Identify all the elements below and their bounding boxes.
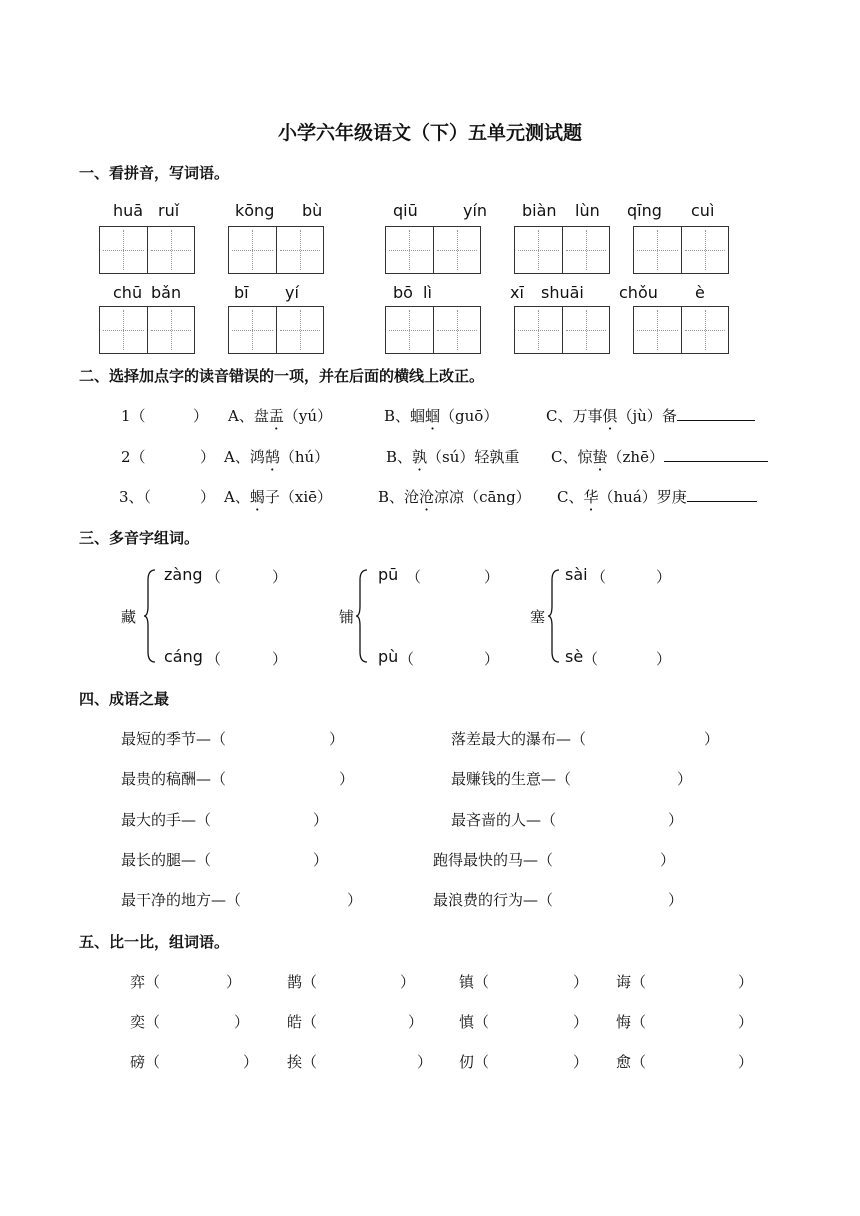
paren-close: ） [243,1053,259,1071]
paren-close: ） [234,1013,250,1031]
brace-icon [355,568,369,664]
paren-close: ） [484,650,500,668]
paren-close: ） [656,568,672,586]
idiom-prompt: 最赚钱的生意—（ [451,770,572,788]
paren-close: ） [313,851,329,869]
paren-close: ） [668,811,684,829]
page-title: 小学六年级语文（下）五单元测试题 [277,122,582,144]
paren-close: ） [484,568,500,586]
pinyin: cuì [691,201,715,220]
paren-open: （ [583,650,599,668]
section-4-heading: 四、成语之最 [79,690,170,708]
pinyin: bō [393,283,413,302]
writing-grid[interactable] [228,306,324,354]
paren-open: （ [206,650,222,668]
idiom-prompt: 最大的手—（ [121,811,212,829]
option-c: C、华（huá）罗庚 [557,486,757,507]
writing-grid[interactable] [633,226,729,274]
idiom-prompt: 最吝啬的人—（ [451,811,557,829]
paren-close: ） [408,1013,424,1031]
paren-close: ） [272,568,288,586]
pinyin: yín [463,201,488,220]
compare-char: 磅（ [130,1053,161,1071]
compare-char: 愈（ [616,1053,647,1071]
section-2-heading: 二、选择加点字的读音错误的一项，并在后面的横线上改正。 [79,367,485,385]
writing-grid[interactable] [385,306,481,354]
pinyin: cáng [164,647,203,666]
pinyin: bǎn [151,283,182,302]
pinyin: lùn [575,201,600,220]
compare-char: 挨（ [287,1053,318,1071]
polyphone-char: 藏 [121,608,137,626]
pinyin: è [695,283,705,302]
polyphone-char: 塞 [530,608,546,626]
option-a: A、鸿鹄（hú） [224,448,330,466]
idiom-prompt: 最贵的稿酬—（ [121,770,227,788]
pinyin: shuāi [541,283,584,302]
compare-char: 弈（ [130,973,161,991]
paren-close: ） [738,1053,754,1071]
writing-grid[interactable] [99,226,195,274]
brace-icon [547,568,561,664]
paren-open: （ [591,568,607,586]
section-3-heading: 三、多音字组词。 [79,529,200,547]
pinyin: qiū [393,201,418,220]
option-a: A、蝎子（xiē） [224,488,333,506]
pinyin: huā [113,201,144,220]
paren-close: ） [704,730,720,748]
compare-char: 镇（ [459,973,490,991]
paren-close: ） [738,973,754,991]
answer-line[interactable] [677,406,755,421]
option-c: C、惊蛰（zhē） [551,446,768,467]
paren-close: ） [226,973,242,991]
pinyin: ruǐ [158,201,180,220]
answer-line[interactable] [687,487,757,502]
question-number: 1（ [121,407,146,425]
pinyin: sài [565,565,588,584]
idiom-prompt: 跑得最快的马—（ [433,851,554,869]
option-b: B、沧沧凉凉（cāng） [378,488,531,506]
pinyin: kōng [235,201,275,220]
paren-close: ） [660,851,676,869]
writing-grid[interactable] [385,226,481,274]
compare-char: 仞（ [459,1053,490,1071]
pinyin: yí [285,283,299,302]
option-b: B、蝈蝈（guō） [384,407,499,425]
pinyin: bī [234,283,249,302]
paren-close: ） [193,407,209,425]
idiom-prompt: 最短的季节—（ [121,730,227,748]
pinyin: chū [113,283,143,302]
compare-char: 悔（ [616,1013,647,1031]
pinyin: xī [510,283,524,302]
paren-close: ） [400,973,416,991]
pinyin: pù [378,647,399,666]
polyphone-char: 铺 [339,608,355,626]
idiom-prompt: 最长的腿—（ [121,851,212,869]
pinyin: chǒu [619,283,658,302]
idiom-prompt: 最浪费的行为—（ [433,891,554,909]
section-5-heading: 五、比一比，组词语。 [79,933,230,951]
paren-close: ） [329,730,345,748]
answer-line[interactable] [664,447,768,462]
pinyin: lì [423,283,432,302]
compare-char: 诲（ [616,973,647,991]
writing-grid[interactable] [228,226,324,274]
paren-close: ） [573,1053,589,1071]
pinyin: bù [302,201,323,220]
paren-open: （ [206,568,222,586]
section-1-heading: 一、看拼音，写词语。 [79,164,230,182]
question-number: 2（ [121,448,146,466]
paren-close: ） [677,770,693,788]
paren-close: ） [573,973,589,991]
paren-open: （ [399,650,415,668]
pinyin: pū [378,565,399,584]
compare-char: 鹊（ [287,973,318,991]
writing-grid[interactable] [514,226,610,274]
paren-close: ） [200,448,216,466]
paren-close: ） [656,650,672,668]
paren-close: ） [272,650,288,668]
paren-close: ） [738,1013,754,1031]
idiom-prompt: 最干净的地方—（ [121,891,242,909]
writing-grid[interactable] [514,306,610,354]
compare-char: 皓（ [287,1013,318,1031]
compare-char: 奕（ [130,1013,161,1031]
pinyin: sè [565,647,584,666]
question-number: 3、（ [119,488,152,506]
paren-close: ） [339,770,355,788]
paren-close: ） [347,891,363,909]
paren-close: ） [313,811,329,829]
paren-open: （ [406,568,422,586]
compare-char: 慎（ [459,1013,490,1031]
paren-close: ） [417,1053,433,1071]
pinyin: biàn [522,201,557,220]
paren-close: ） [668,891,684,909]
option-b: B、孰（sú）轻孰重 [386,448,520,466]
paren-close: ） [200,488,216,506]
brace-icon [143,568,157,664]
option-c: C、万事俱（jù）备 [546,405,755,426]
pinyin: zàng [164,565,203,584]
writing-grid[interactable] [633,306,729,354]
writing-grid[interactable] [99,306,195,354]
paren-close: ） [573,1013,589,1031]
idiom-prompt: 落差最大的瀑布—（ [451,730,587,748]
pinyin: qīng [627,201,662,220]
option-a: A、盘盂（yú） [228,407,332,425]
